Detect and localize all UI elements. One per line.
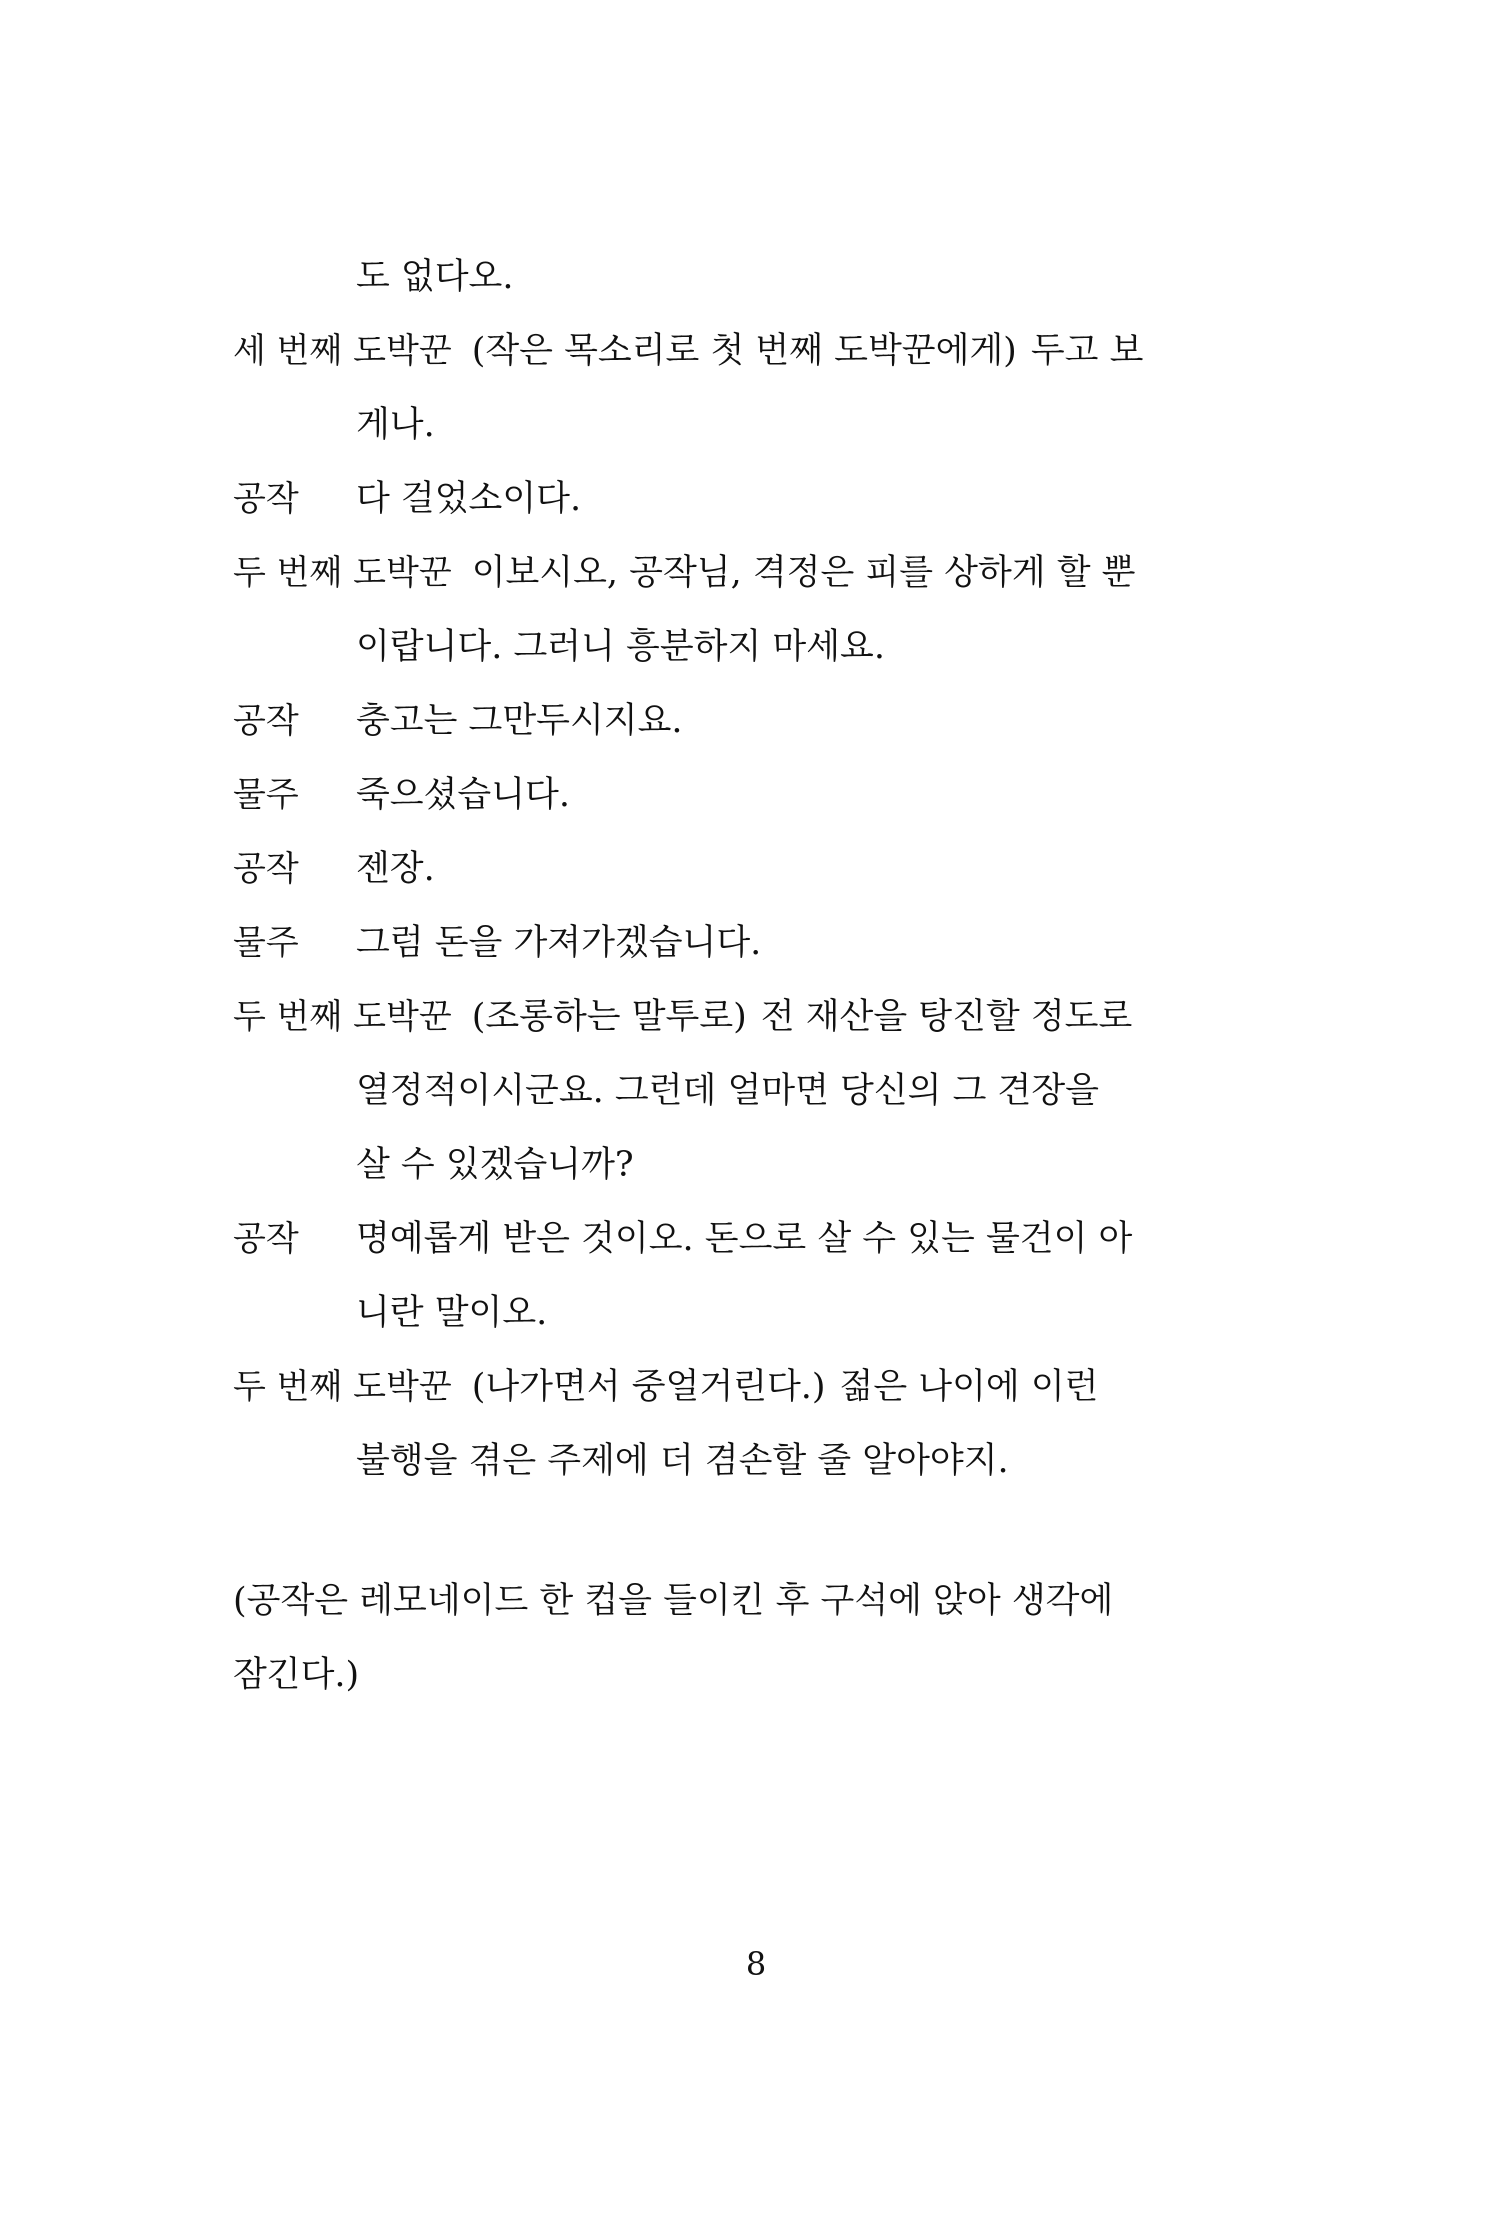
dialogue-text: 이랍니다. 그러니 흥분하지 마세요.: [356, 627, 885, 667]
script-line: [233, 1054, 1173, 1128]
dialogue-text: 죽으셨습니다.: [356, 775, 570, 815]
stage-direction-line: [233, 1564, 1173, 1638]
script-line: [233, 388, 1173, 462]
stage-direction-text: 잠긴다.): [233, 1655, 360, 1695]
speaker-name: 두 번째 도박꾼: [233, 1367, 452, 1407]
speaker-name: 물주: [233, 775, 299, 815]
script-line: [233, 1350, 1173, 1424]
speaker-name: 공작: [233, 849, 299, 889]
dialogue-text: 젊은 나이에 이런: [839, 1367, 1099, 1407]
dialogue-text: 니란 말이오.: [356, 1293, 548, 1333]
script-line: [233, 1276, 1173, 1350]
dialogue-text: 젠장.: [356, 849, 435, 889]
dialogue-text: 열정적이시군요. 그런데 얼마면 당신의 그 견장을: [356, 1071, 1099, 1111]
dialogue-text: 살 수 있겠습니까?: [356, 1145, 634, 1185]
dialogue-text: 불행을 겪은 주제에 더 겸손할 줄 알아야지.: [356, 1441, 1009, 1481]
script-line: [233, 314, 1173, 388]
speaker-name: 두 번째 도박꾼: [233, 553, 452, 593]
script-line: [233, 1128, 1173, 1202]
stage-direction-line: [233, 1638, 1173, 1712]
dialogue-text: 명예롭게 받은 것이오. 돈으로 살 수 있는 물건이 아: [356, 1219, 1133, 1259]
script-line: [233, 906, 1173, 980]
script-line: [233, 684, 1173, 758]
script-line: [233, 240, 1173, 314]
stage-direction: (나가면서 중얼거린다.): [471, 1367, 826, 1407]
speaker-name: 물주: [233, 923, 299, 963]
script-body: [233, 240, 1173, 1712]
script-line: [233, 832, 1173, 906]
dialogue-text: 도 없다오.: [356, 257, 514, 297]
dialogue-text: 두고 보: [1030, 331, 1144, 371]
script-line: [233, 462, 1173, 536]
script-line: [233, 1202, 1173, 1276]
speaker-name: 세 번째 도박꾼: [233, 331, 452, 371]
speaker-name: 공작: [233, 479, 299, 519]
dialogue-text: 충고는 그만두시지요.: [356, 701, 683, 741]
speaker-name: 공작: [233, 1219, 299, 1259]
dialogue-text: 이보시오, 공작님, 격정은 피를 상하게 할 뿐: [471, 553, 1136, 593]
paragraph-gap: [233, 1498, 1173, 1564]
script-line: [233, 1424, 1173, 1498]
speaker-name: 공작: [233, 701, 299, 741]
page-number: 8: [745, 1945, 767, 1983]
script-line: [233, 758, 1173, 832]
dialogue-text: 게나.: [356, 405, 435, 445]
speaker-name: 두 번째 도박꾼: [233, 997, 452, 1037]
dialogue-text: 그럼 돈을 가져가겠습니다.: [356, 923, 762, 963]
stage-direction: (작은 목소리로 첫 번째 도박꾼에게): [471, 331, 1017, 371]
script-line: [233, 980, 1173, 1054]
script-line: [233, 536, 1173, 610]
script-line: [233, 610, 1173, 684]
stage-direction: (조롱하는 말투로): [471, 997, 747, 1037]
stage-direction-text: (공작은 레모네이드 한 컵을 들이킨 후 구석에 앉아 생각에: [233, 1581, 1114, 1621]
dialogue-text: 전 재산을 탕진할 정도로: [760, 997, 1133, 1037]
dialogue-text: 다 걸었소이다.: [356, 479, 582, 519]
